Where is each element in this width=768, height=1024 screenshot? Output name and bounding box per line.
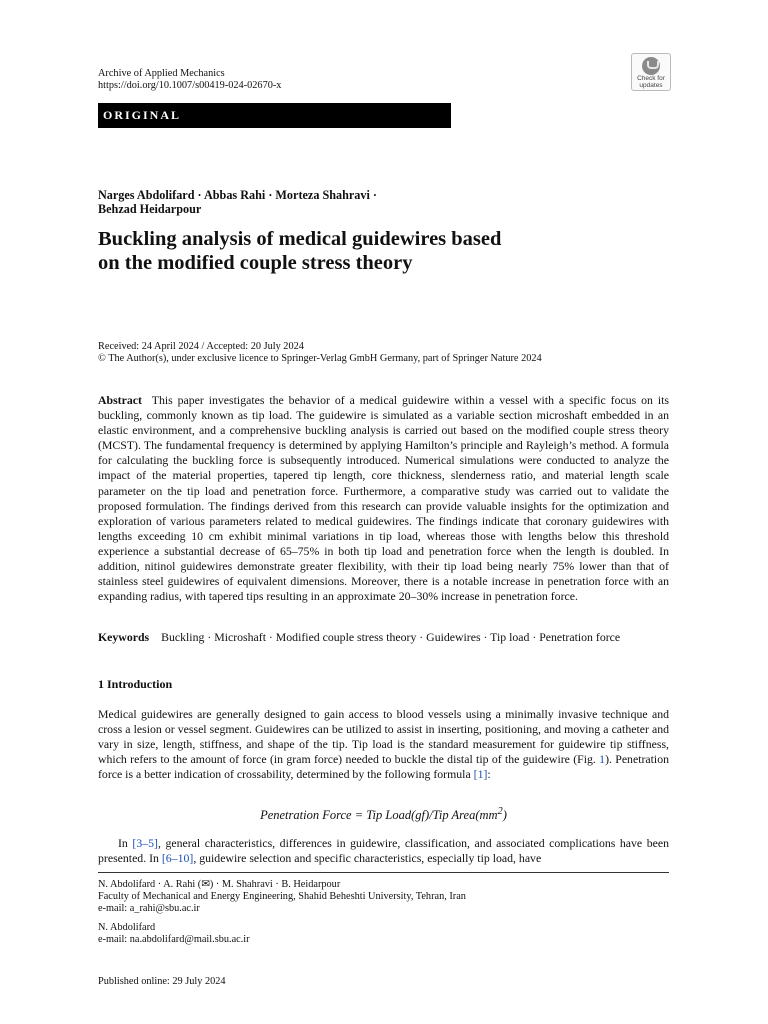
affiliation-institution: Faculty of Mechanical and Energy Engineering, Shahid Beheshti University, Tehran, Iran <box>98 891 466 902</box>
intro-paragraph-2 <box>98 836 669 866</box>
formula-text: ) <box>502 808 507 823</box>
bookmark-icon <box>642 57 660 75</box>
check-for-updates-badge[interactable] <box>631 53 671 91</box>
abstract-label: Abstract <box>98 393 142 407</box>
journal-name: Archive of Applied Mechanics <box>98 68 225 79</box>
citation-link[interactable]: [6–10] <box>161 851 194 866</box>
affiliation-authors: N. Abdolifard · A. Rahi (✉) · M. Shahravi · B. Heidarpour <box>98 879 341 890</box>
intro-text: Medical guidewires are generally designed to gain access to blood vessels using a minimally invasive technique and cross a lesion or vessel segment. Guidewires can be utilized to assist in inserting, positioning, and moving a catheter and vary in size, length, stiffness, and shape of the tip. Tip load is the standard measurement for guidewire tip stiffness, which refers to the amount of force (in gram force) needed to buckle the distal tip of the guidewire (Fig. <box>98 707 669 767</box>
copyright: © The Author(s), under exclusive licence to Springer-Verlag GmbH Germany, part of Springer Nature 2024 <box>98 353 542 364</box>
intro-text: In <box>118 836 133 850</box>
section-heading-introduction: 1 Introduction <box>98 677 173 691</box>
formula-text: Penetration Force = Tip Load(gf)/Tip Area(mm <box>260 808 498 823</box>
badge-line2: updates <box>639 82 663 89</box>
intro-paragraph <box>98 707 669 782</box>
authors-line1: Narges Abdolifard · Abbas Rahi · Morteza Shahravi · <box>98 188 377 202</box>
abstract-text: This paper investigates the behavior of a medical guidewire within a vessel with a specific focus on its buckling, commonly known as tip load. The guidewire is simulated as a variable section microshaft embedded in an elastic environment, and a comprehensive buckling analysis is carried out based on the modified couple stress theory (MCST). The fundamental frequency is determined by applying Hamilton’s principle and Rayleigh’s method. A formula for calculating the buckling force is subsequently introduced. Numerical simulations were conducted to analyze the impact of the material properties, tapered tip length, core thickness, slenderness ratio, and material length scale parameter on the tip load and penetration force. Furthermore, a comparative study was carried out to validate the proposed formulation. The findings derived from this research can provide valuable insights for the optimization and exploration of various parameters related to medical guidewires. The findings indicate that coronary guidewires with lengths exceeding 10 cm exhibit minimal variations in tip load, whereas those with lengths below this threshold experience a substantial decrease of 65–75% in both tip load and penetration force when the length is doubled. In addition, nitinol guidewires demonstrate greater flexibility, with their tip load being nearly 75% lower than that of stainless steel guidewires of equivalent dimensions. Moreover, there is a notable increase in penetration force with an expanding radius, with tapered tips resulting in an approximate 20–30% increase in penetration force. <box>98 393 669 604</box>
received-accepted: Received: 24 April 2024 / Accepted: 20 July 2024 <box>98 341 304 352</box>
intro-text: ). Penetration force is a better indication of crossability, determined by the following formula <box>98 752 669 782</box>
doi-link[interactable]: https://doi.org/10.1007/s00419-024-02670-x <box>98 80 282 91</box>
intro-text: : <box>487 767 491 782</box>
intro-text: , guidewire selection and specific characteristics, especially tip load, have <box>193 851 542 866</box>
citation-link[interactable]: [3–5] <box>132 836 158 850</box>
formula-exponent: 2 <box>497 806 503 817</box>
section-label: ORIGINAL <box>103 108 182 122</box>
keywords <box>98 630 620 645</box>
intro-text: , general characteristics, differences in guidewire, classification, and associated complications have been presented. In <box>98 836 669 866</box>
affiliation-block-2 <box>98 922 250 946</box>
affiliation2-author: N. Abdolifard <box>98 922 156 933</box>
section-bar <box>98 103 451 128</box>
affiliation-block <box>98 879 466 915</box>
paper-title <box>98 227 618 275</box>
journal-header <box>98 68 281 92</box>
penetration-force-formula <box>98 806 669 823</box>
author-list <box>98 188 377 216</box>
publication-dates <box>98 341 542 365</box>
footnote-divider <box>98 872 669 873</box>
title-line1: Buckling analysis of medical guidewires based <box>98 228 502 250</box>
badge-line1: Check for <box>637 75 665 82</box>
figure-ref-link[interactable]: 1 <box>599 752 606 767</box>
citation-link[interactable]: [1] <box>473 767 488 782</box>
corresponding-email[interactable]: e-mail: a_rahi@sbu.ac.ir <box>98 903 200 914</box>
keywords-label: Keywords <box>98 630 150 644</box>
title-line2: on the modified couple stress theory <box>98 252 413 274</box>
keywords-text: Buckling · Microshaft · Modified couple stress theory · Guidewires · Tip load · Penetration force <box>161 630 621 644</box>
affiliation2-email[interactable]: e-mail: na.abdolifard@mail.sbu.ac.ir <box>98 934 250 945</box>
authors-line2: Behzad Heidarpour <box>98 202 202 216</box>
abstract <box>98 393 669 604</box>
published-online: Published online: 29 July 2024 <box>98 976 226 987</box>
